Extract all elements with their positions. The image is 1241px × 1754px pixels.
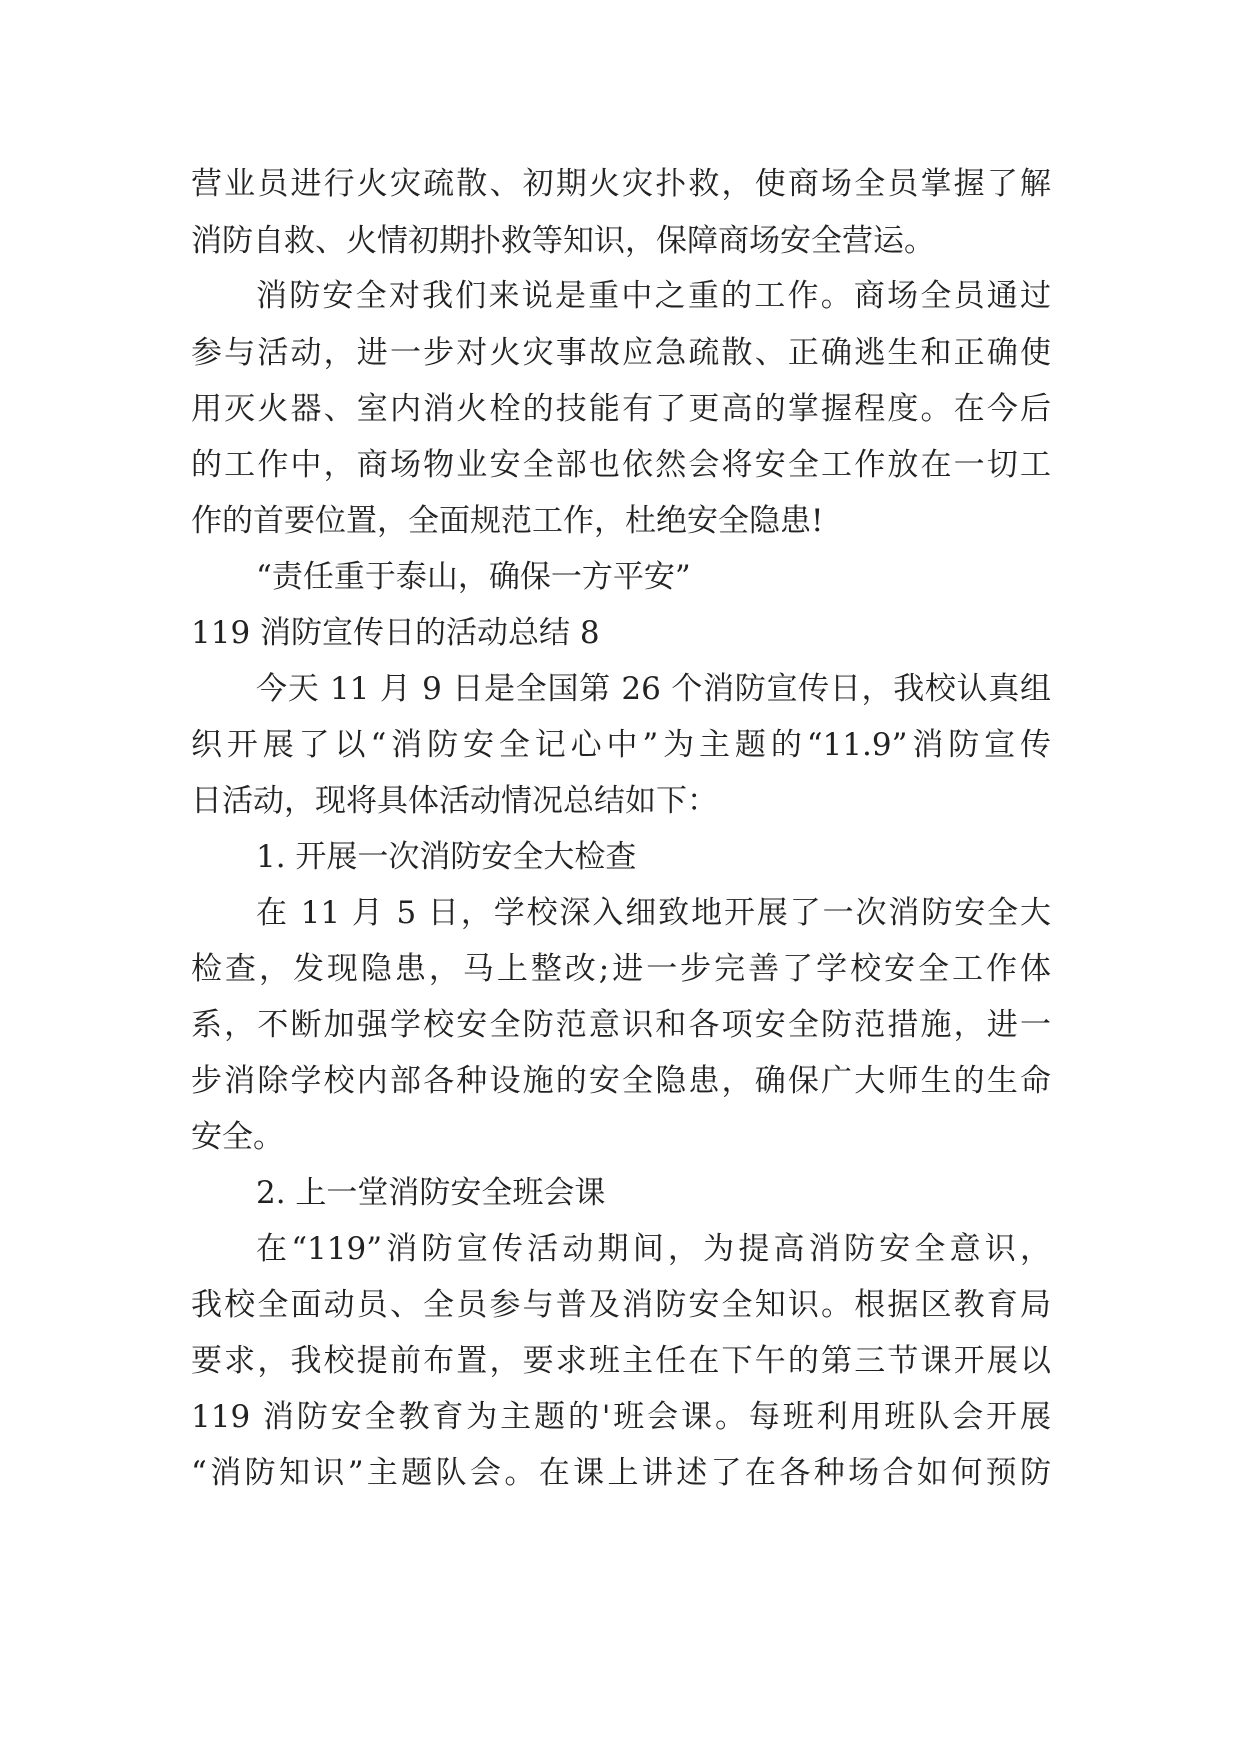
paragraph-line: 在 11 月 5 日，学校深入细致地开展了一次消防安全大 bbox=[256, 895, 1051, 931]
paragraph-line: 在“119”消防宣传活动期间，为提高消防安全意识， bbox=[256, 1231, 1051, 1267]
paragraph-line: 要求，我校提前布置，要求班主任在下午的第三节课开展以 bbox=[191, 1343, 1051, 1379]
paragraph-line: 检查，发现隐患，马上整改;进一步完善了学校安全工作体 bbox=[191, 951, 1051, 987]
paragraph-line: 消防自救、火情初期扑救等知识，保障商场安全营运。 bbox=[191, 223, 935, 259]
paragraph-line: 系，不断加强学校安全防范意识和各项安全防范措施，进一 bbox=[191, 1007, 1051, 1043]
list-heading: 2. 上一堂消防安全班会课 bbox=[256, 1175, 606, 1211]
list-heading: 1. 开展一次消防安全大检查 bbox=[256, 839, 637, 875]
section-title: 119 消防宣传日的活动总结 8 bbox=[191, 615, 600, 651]
paragraph-line: 的工作中，商场物业安全部也依然会将安全工作放在一切工 bbox=[191, 447, 1051, 483]
paragraph-line: “消防知识”主题队会。在课上讲述了在各种场合如何预防 bbox=[191, 1455, 1051, 1491]
paragraph-line: 营业员进行火灾疏散、初期火灾扑救，使商场全员掌握了解 bbox=[191, 166, 1051, 202]
paragraph-line: 日活动，现将具体活动情况总结如下： bbox=[191, 783, 718, 819]
paragraph-line: 消防安全对我们来说是重中之重的工作。商场全员通过 bbox=[256, 278, 1051, 314]
paragraph-line: 今天 11 月 9 日是全国第 26 个消防宣传日，我校认真组 bbox=[256, 671, 1051, 707]
paragraph-line: 作的首要位置，全面规范工作，杜绝安全隐患! bbox=[191, 503, 824, 539]
quote-line: “责任重于泰山，确保一方平安” bbox=[256, 559, 691, 595]
paragraph-line: 步消除学校内部各种设施的安全隐患，确保广大师生的生命 bbox=[191, 1063, 1051, 1099]
paragraph-line: 用灭火器、室内消火栓的技能有了更高的掌握程度。在今后 bbox=[191, 391, 1051, 427]
paragraph-line: 安全。 bbox=[191, 1119, 284, 1155]
paragraph-line: 119 消防安全教育为主题的'班会课。每班利用班队会开展 bbox=[191, 1399, 1051, 1435]
paragraph-line: 我校全面动员、全员参与普及消防安全知识。根据区教育局 bbox=[191, 1287, 1051, 1323]
paragraph-line: 参与活动，进一步对火灾事故应急疏散、正确逃生和正确使 bbox=[191, 335, 1051, 371]
paragraph-line: 织开展了以“消防安全记心中”为主题的“11.9”消防宣传 bbox=[191, 727, 1051, 763]
